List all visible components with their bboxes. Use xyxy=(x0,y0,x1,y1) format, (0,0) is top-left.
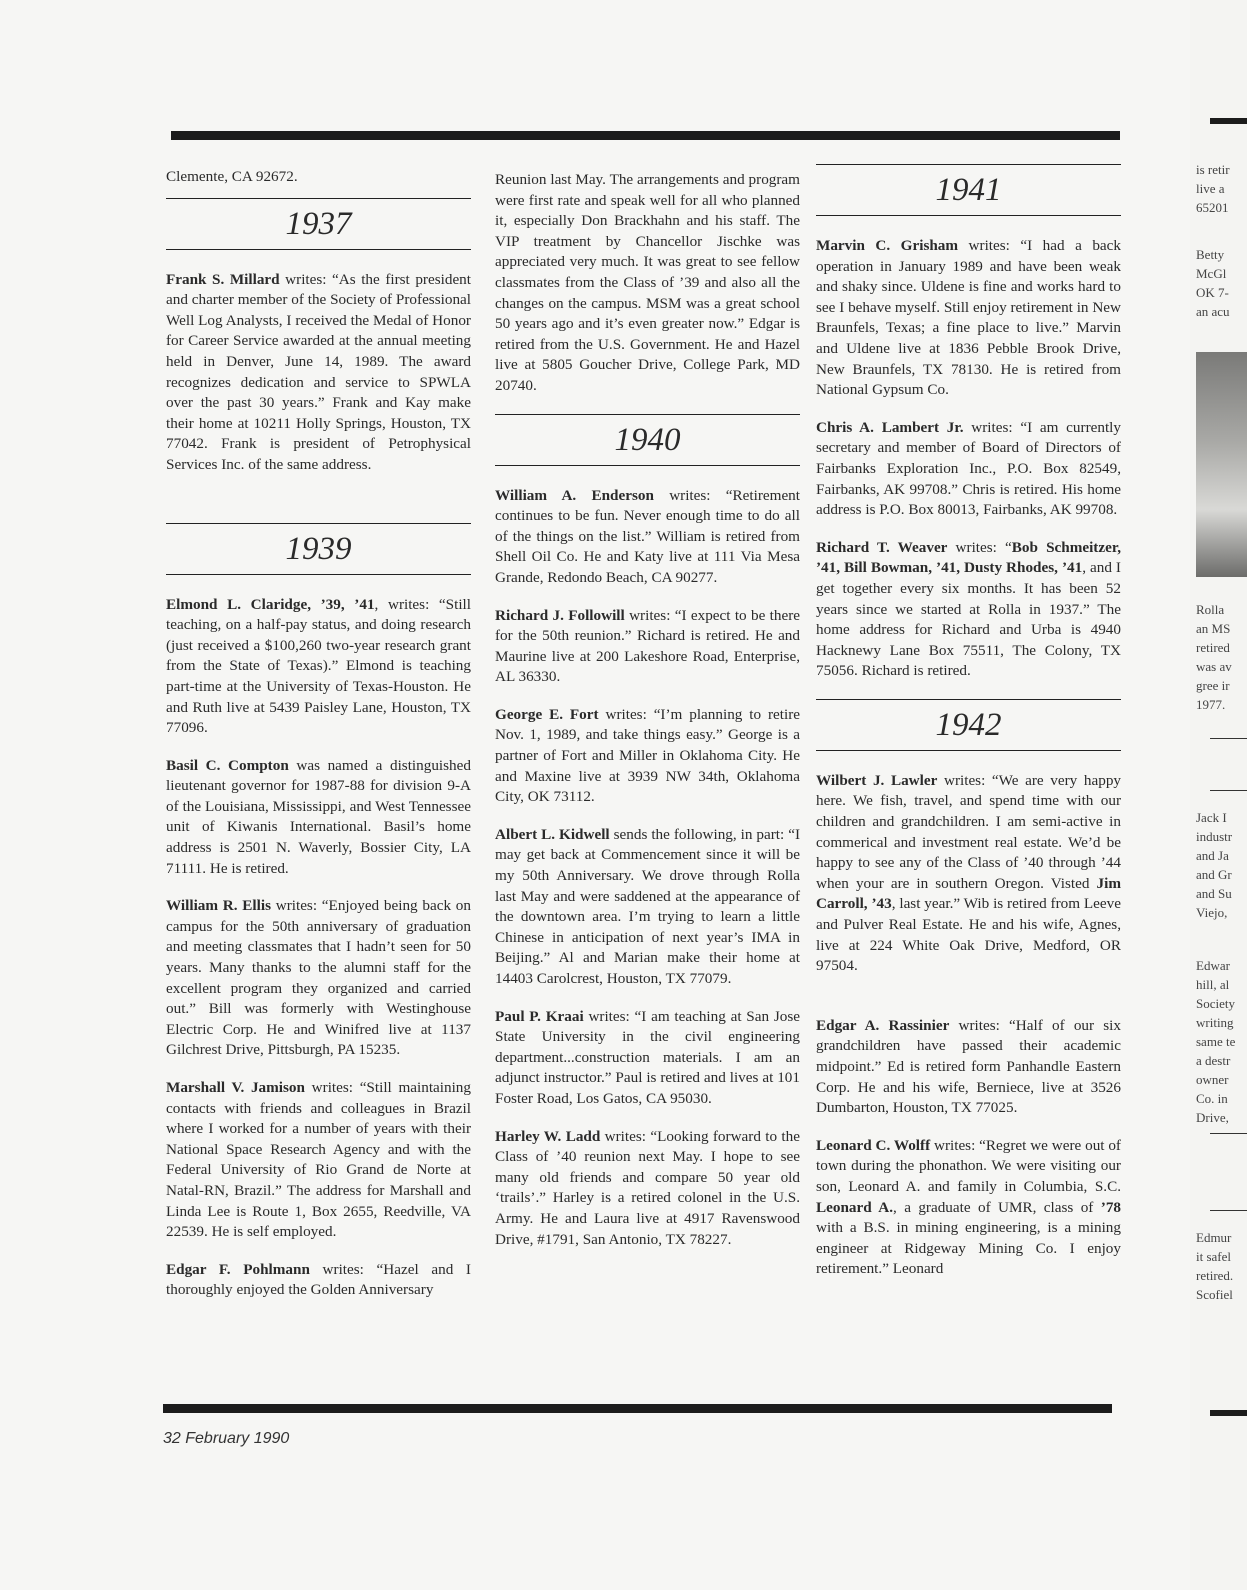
entry-weaver: Richard T. Weaver writes: “Bob Schmeitzer, ’41, Bill Bowman, ’41, Dusty Rhodes, ’41, and I get together every six months. It has been 52 years since we started at Rolla in 1937.” The home address for Richard and Urba is 4940 Hacknewy Lane Box 75511, The Colony, TX 75056. Richard is retired. xyxy=(816,538,1121,680)
entry-grisham: Marvin C. Grisham writes: “I had a back operation in January 1989 and have been weak and shaky since. Uldene is fine and works hard to see I behave myself. Still enjoy retirement in New Braunfels, Texas; a fine place to live.” Marvin and Uldene live at 1836 Pebble Brook Drive, New Braunfels, TX 78130. He is retired from National Gypsum Co. xyxy=(816,237,1121,399)
edge-text-block-d: Jack I industr and Ja and Gr and Su Viejo, xyxy=(1196,810,1233,920)
alumnus-name: Albert L. Kidwell xyxy=(495,825,610,843)
alumnus-name: Leonard C. Wolff xyxy=(816,1136,931,1154)
edge-top-rule xyxy=(1210,118,1247,124)
alumnus-name: William R. Ellis xyxy=(166,897,271,915)
edge-bottom-rule xyxy=(1210,1410,1247,1416)
column-2 xyxy=(495,170,800,1267)
adjacent-page-edge xyxy=(1190,0,1247,1590)
alumnus-name: Marshall V. Jamison xyxy=(166,1079,305,1096)
year-heading-1941: 1941 xyxy=(816,164,1121,216)
entry-lawler: Wilbert J. Lawler writes: “We are very happy here. We fish, travel, and spend time with our children and grandchildren. I am semi-active in commerical and investment real estate. We’d be happy to see any of the Class of ’40 through ’44 when your are in southern Oregon. Visted Jim Carroll, ’43, last year.” Wib is retired from Leeve and Pulver Real Estate. He and his wife, Agnes, live at 224 White Oak Drive, Medford, OR 97504. xyxy=(816,771,1122,975)
edge-rule xyxy=(1210,790,1247,791)
alumnus-name: Chris A. Lambert Jr. xyxy=(816,418,964,436)
entry-compton: Basil C. Compton was named a distinguished lieutenant governor for 1987-88 for division 9-A of the Louisiana, Mississippi, and West Tennessee unit of Kiwanis International. Basil’s home address is 2501 N. Waverly, Bossier City, LA 71111. He is retired. xyxy=(166,756,471,877)
alumnus-name: Marvin C. Grisham xyxy=(816,237,959,254)
edge-rule xyxy=(1210,1210,1247,1211)
entry-wolff: Leonard C. Wolff writes: “Regret we were out of town during the phonathon. We were visiting our son, Leonard A. and family in Columbia, S.C. Leonard A., a graduate of UMR, class of ’78 with a B.S. in mining engineering, is a mining engineer at Ridgeway Mining Co. I enjoy retirement.” Leonard xyxy=(816,1136,1122,1278)
edge-portrait-photo xyxy=(1196,352,1247,577)
paragraph-intro: Clemente, CA 92672. xyxy=(166,168,298,185)
entry-millard: Frank S. Millard writes: “As the first president and charter member of the Society of Professional Well Log Analysts, I received the Medal of Honor for Career Service awarded at the annual meeting held in Denver, June 14, 1989. The award recognizes dedication and service to SPWLA over the past 30 years.” Frank and Kay make their home at 10211 Holly Springs, Houston, TX 77042. Frank is president of Petrophysical Services Inc. of the same address. xyxy=(166,270,471,473)
entry-enderson: William A. Enderson writes: “Retirement continues to be fun. Never enough time to do all of the things on the list.” William is retired from Shell Oil Co. He and Katy live at 111 Via Mesa Grande, Redondo Beach, CA 90277. xyxy=(495,486,800,586)
alumnus-name: Richard J. Followill xyxy=(495,606,625,624)
entry-ladd: Harley W. Ladd writes: “Looking forward to the Class of ’40 reunion next May. I hope to see many old friends and compare 50 year old ‘trails’.” Harley is a retired colonel in the U.S. Army. He and Laura live at 4917 Ravenswood Drive, #1791, San Antonio, TX 78227. xyxy=(495,1127,800,1248)
page-footer: 32 February 1990 xyxy=(163,1430,290,1447)
mentioned-names: Bob Schmeitzer, ’41, Bill Bowman, ’41, Dusty Rhodes, ’41 xyxy=(816,538,1121,577)
alumnus-name: William A. Enderson xyxy=(495,486,654,504)
edge-text-block-c: Rolla an MS retired was av gree ir 1977. xyxy=(1196,602,1232,712)
year-heading-1937: 1937 xyxy=(166,198,471,250)
edge-text-block-e: Edwar hill, al Society writing same te a destr owner Co. in Drive, xyxy=(1196,958,1236,1125)
entry-followill: Richard J. Followill writes: “I expect to be there for the 50th reunion.” Richard is retired. He and Maurine live at 200 Lakeshore Road, Enterprise, AL 36330. xyxy=(495,606,801,686)
edge-rule xyxy=(1210,738,1247,739)
alumnus-name: Basil C. Compton xyxy=(166,756,289,774)
alumnus-name: Frank S. Millard xyxy=(166,270,280,288)
entry-claridge: Elmond L. Claridge, ’39, ’41, writes: “Still teaching, on a half-pay status, and doing research (just received a $100,260 two-year research grant from the State of Texas).” Elmond is teaching part-time at the University of Texas-Houston. He and Ruth live at 5439 Paisley Lane, Houston, TX 77096. xyxy=(166,595,472,737)
paragraph-pohlmann-continued: Reunion last May. The arrangements and program were first rate and speak well for all who planned it, especially Don Brackhahn and his staff. The VIP treatment by Chancellor Jischke was appreciated very much. It was great to see fellow classmates from the Class of ’39 and also all the changes on the campus. MSM was a great school 50 years ago and it’s even greater now.” Edgar is retired from the U.S. Government. He and Hazel live at 5805 Goucher Drive, College Park, MD 20740. xyxy=(495,171,800,394)
alumnus-name: George E. Fort xyxy=(495,705,599,723)
edge-rule xyxy=(1210,1133,1247,1134)
edge-text-block-b: Betty McGl OK 7- an acu xyxy=(1196,247,1230,319)
entry-lambert: Chris A. Lambert Jr. writes: “I am currently secretary and member of Board of Directors of Fairbanks Exploration Inc., P.O. Box 82549, Fairbanks, AK 99708.” Chris is retired. His home address is P.O. Box 80013, Fairbanks, AK 99708. xyxy=(816,418,1121,519)
mentioned-year: ’78 xyxy=(1100,1198,1122,1216)
bottom-rule xyxy=(163,1404,1112,1413)
alumnus-name: Wilbert J. Lawler xyxy=(816,771,938,789)
entry-rassinier: Edgar A. Rassinier writes: “Half of our six grandchildren have passed their academic midpoint.” Ed is retired form Panhandle Eastern Corp. He and his wife, Berniece, live at 3526 Dumbarton, Houston, TX 77025. xyxy=(816,1016,1121,1117)
entry-fort: George E. Fort writes: “I’m planning to retire Nov. 1, 1989, and take things easy.” George is a partner of Fort and Miller in Oklahoma City. He and Maxine live at 3939 NW 34th, Oklahoma City, OK 73112. xyxy=(495,705,800,806)
year-heading-1940: 1940 xyxy=(495,414,800,466)
mentioned-name: Leonard A. xyxy=(816,1198,894,1216)
alumnus-name: Edgar F. Pohlmann xyxy=(166,1260,310,1278)
alumnus-name: Harley W. Ladd xyxy=(495,1127,601,1145)
entry-kraai: Paul P. Kraai writes: “I am teaching at San Jose State University in the civil engineering department...construction materials. I am an adjunct instructor.” Paul is retired and lives at 101 Foster Road, Los Gatos, CA 95030. xyxy=(495,1007,800,1107)
edge-text-block-a: is retir live a 65201 xyxy=(1196,162,1230,215)
edge-text-block-f: Edmur it safel retired. Scofiel xyxy=(1196,1230,1234,1302)
top-rule xyxy=(171,131,1120,140)
entry-kidwell: Albert L. Kidwell sends the following, in part: “I may get back at Commencement since it will be my 50th Anniversary. We drove through Rolla last May and were saddened at the appearance of the downtown area. I’m trying to learn a little Chinese in anticipation of next year’s IMA in Beijing.” Al and Marian make their home at 14403 Carolcrest, Houston, TX 77079. xyxy=(495,825,801,987)
entry-jamison: Marshall V. Jamison writes: “Still maintaining contacts with friends and colleagues in Brazil where I worked for a number of years with their National Space Research Agency and with the Federal University of Rio Grand de Norte at Natal-RN, Brazil.” The address for Marshall and Linda Lee is Route 1, Box 2655, Reedville, VA 22539. He is self employed. xyxy=(166,1079,471,1241)
alumnus-name: Elmond L. Claridge, ’39, ’41 xyxy=(166,595,375,613)
mentioned-name: Jim Carroll, ’43 xyxy=(816,874,1121,913)
alumnus-name: Paul P. Kraai xyxy=(495,1007,584,1025)
alumnus-name: Edgar A. Rassinier xyxy=(816,1016,950,1034)
year-heading-1939: 1939 xyxy=(166,523,471,575)
year-heading-1942: 1942 xyxy=(816,699,1121,751)
alumnus-name: Richard T. Weaver xyxy=(816,538,948,556)
entry-ellis: William R. Ellis writes: “Enjoyed being back on campus for the 50th anniversary of graduation and meeting classmates that I hadn’t seen for 50 years. Many thanks to the alumni staff for the excellent program they organized and carried out.” Bill was formerly with Westinghouse Electric Corp. He and Winifred live at 1137 Gilchrest Drive, Pittsburgh, PA 15235. xyxy=(166,897,471,1059)
entry-pohlmann: Edgar F. Pohlmann writes: “Hazel and I thoroughly enjoyed the Golden Anniversary xyxy=(166,1260,471,1299)
column-3 xyxy=(816,164,1121,1297)
column-1 xyxy=(166,167,471,1318)
